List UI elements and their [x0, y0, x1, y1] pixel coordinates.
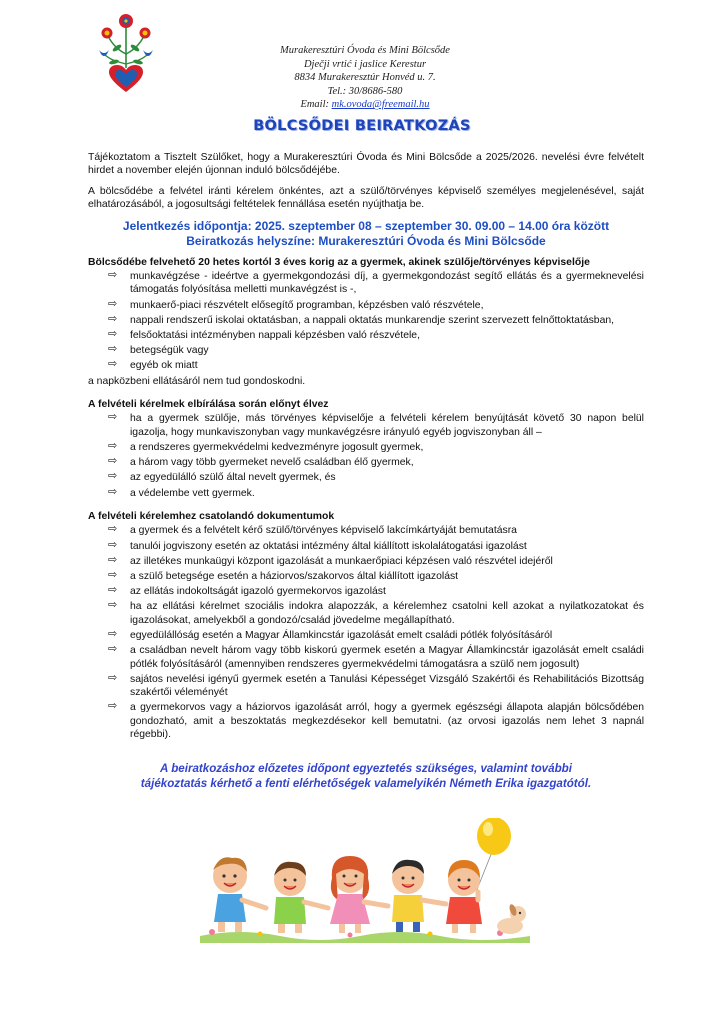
children-holding-hands-illustration [200, 818, 530, 943]
section-list [88, 524, 644, 741]
document-body [88, 151, 644, 791]
list-item-text: egyéb ok miatt [130, 360, 198, 372]
list-item [88, 329, 644, 342]
arrow-right-outline-icon: ⇨ [108, 599, 118, 612]
list-item [88, 585, 644, 598]
folk-flower-heart-logo [96, 10, 156, 94]
header-line-address: 8834 Murakeresztúr Honvéd u. 7. [294, 72, 436, 84]
list-item [88, 456, 644, 469]
section-spacer [88, 502, 644, 510]
list-item [88, 344, 644, 357]
list-item-text: a családban nevelt három vagy több kiskorú gyermek esetén a Magyar Államkincstár igazolását emelt családi pótlék folyósításáról (amennyiben rendszeres gyermekvédelmi támogatásra a szülő nem jogosult) [130, 645, 644, 670]
list-item [88, 359, 644, 372]
closing-line: A beiratkozáshoz előzetes időpont egyeztetés szükséges, valamint további [160, 762, 572, 776]
arrow-right-outline-icon: ⇨ [108, 584, 118, 597]
list-item [88, 555, 644, 568]
arrow-right-outline-icon: ⇨ [108, 358, 118, 371]
arrow-right-outline-icon: ⇨ [108, 627, 118, 640]
email-label: Email: [300, 99, 330, 111]
arrow-right-outline-icon: ⇨ [108, 411, 118, 424]
arrow-right-outline-icon: ⇨ [108, 328, 118, 341]
arrow-right-outline-icon: ⇨ [108, 643, 118, 656]
list-item [88, 471, 644, 484]
list-item [88, 540, 644, 553]
intro-paragraph: A bölcsődébe a felvétel iránti kérelem önkéntes, azt a szülő/törvényes képviselő személyes megjelenésével, saját elhatározásából, a jogosultsági feltételek fennállása esetén nyújthatja be. [88, 185, 644, 211]
document-title: BÖLCSŐDEI BEIRATKOZÁS [253, 118, 471, 134]
child-figure [330, 856, 388, 933]
list-item [88, 524, 644, 537]
list-item-text: nappali rendszerű iskolai oktatásban, a nappali oktatás munkarendje szerint szervezett felnőttoktatásban, [130, 314, 615, 326]
list-item [88, 412, 644, 439]
list-item-text: munkavégzése - ideértve a gyermekgondozási díj, a gyermekgondozást segítő ellátás és a gyermeknevelési támogatás folyósítása melletti munkavégzést is -, [130, 271, 644, 296]
list-item-text: a szülő betegsége esetén a háziorvos/szakorvos által kiállított igazolást [130, 570, 459, 582]
list-item [88, 673, 644, 700]
list-item [88, 299, 644, 312]
arrow-right-outline-icon: ⇨ [108, 455, 118, 468]
list-item-text: sajátos nevelési igényű gyermek esetén a Tanulási Képességet Vizsgáló Szakértői és Rehabilitációs Bizottság szakértői véleményét [130, 673, 644, 699]
intro-paragraph: Tájékoztatom a Tisztelt Szülőket, hogy a Murakeresztúri Óvoda és Mini Bölcsőde a 2025/2026. nevelési évre felvételt hirdet a november elején újonnan induló bölcsődéjébe. [88, 152, 644, 177]
section-spacer [88, 743, 644, 751]
list-item-text: a rendszeres gyermekvédelmi kedvezményre jogosult gyermek, [130, 442, 424, 454]
list-item-text: a védelembe vett gyermek. [130, 487, 255, 499]
arrow-right-outline-icon: ⇨ [108, 440, 118, 453]
arrow-right-outline-icon: ⇨ [108, 343, 118, 356]
arrow-right-outline-icon: ⇨ [108, 470, 118, 483]
enrollment-location: Beiratkozás helyszíne: Murakeresztúri Óvoda és Mini Bölcsőde [186, 234, 546, 249]
section-title: A felvételi kérelmek elbírálása során előnyt élvez [88, 399, 329, 411]
section-list [88, 270, 644, 373]
enrollment-date: Jelentkezés időpontja: 2025. szeptember 08 – szeptember 30. 09.00 – 14.00 óra között [122, 218, 610, 233]
header-line-phone: Tel.: 30/8686-580 [327, 85, 403, 97]
section-title: Bölcsődébe felvehető 20 hetes kortól 3 éves korig az a gyermek, akinek szülője/törvényes képviselője [88, 256, 590, 268]
list-item-text: a gyermek és a felvételt kérő szülő/törvényes képviselő lakcímkártyáját bemutatásra [130, 525, 517, 537]
closing-note [88, 761, 644, 791]
list-item [88, 270, 644, 297]
email-link[interactable]: mk.ovoda@freemail.hu [331, 99, 430, 111]
arrow-right-outline-icon: ⇨ [108, 553, 118, 566]
enrollment-info [88, 219, 644, 250]
list-item-text: felsőoktatási intézményben nappali képzésben való részvétele, [130, 330, 420, 342]
list-item-text: az egyedülálló szülő által nevelt gyermek, és [130, 472, 336, 484]
list-item [88, 487, 644, 500]
arrow-right-outline-icon: ⇨ [108, 700, 118, 713]
arrow-right-outline-icon: ⇨ [108, 538, 118, 551]
list-item [88, 314, 644, 327]
header-line-croatian: Dječji vrtić i jaslice Kerestur [303, 58, 427, 70]
section-list [88, 412, 644, 500]
header-email-line [250, 98, 480, 112]
list-item-text: ha az ellátási kérelmet szociális indokra alapozzák, a kérelemhez csatolni kell azokat a nyilatkozatokat és igazolásokat, amelyekből a gondozó/család jövedelme megállapítható. [130, 601, 644, 626]
arrow-right-outline-icon: ⇨ [108, 312, 118, 325]
section-title: A felvételi kérelemhez csatolandó dokumentumok [88, 510, 335, 522]
arrow-right-outline-icon: ⇨ [108, 485, 118, 498]
institution-header [250, 44, 480, 112]
section-after-text: a napközbeni ellátásáról nem tud gondoskodni. [88, 375, 306, 387]
list-item-text: az illetékes munkaügyi központ igazolását a munkaerőpiaci képzésen való részvétel idejéről [130, 555, 553, 567]
list-item-text: munkaerő-piaci részvételt elősegítő programban, képzésben való részvétele, [130, 299, 484, 311]
list-item-text: tanulói jogviszony esetén az oktatási intézmény által kiállított iskolalátogatási igazolást [130, 540, 527, 552]
list-item-text: a gyermekorvos vagy a háziorvos igazolását arról, hogy a gyermek egészségi állapota alapján bölcsődében gondozható, amit a beszoktatás megkezdésekor kell bemutatni. (az orvosi igazolás nem lehet 3 napnál régebbi). [130, 702, 644, 741]
list-item-text: betegségük vagy [130, 345, 209, 357]
arrow-right-outline-icon: ⇨ [108, 671, 118, 684]
list-item [88, 629, 644, 642]
arrow-right-outline-icon: ⇨ [108, 568, 118, 581]
child-figure [392, 860, 446, 932]
list-item [88, 600, 644, 627]
list-item-text: ha a gyermek szülője, más törvényes képviselője a felvételi kérelem benyújtását követő 30 napon belül igazolja, hogy munkaviszonyban vagy munkavégzésre irányuló egyéb jogviszonyban áll – [130, 413, 644, 438]
child-figure [446, 860, 482, 933]
list-item [88, 570, 644, 583]
header-line-name: Murakeresztúri Óvoda és Mini Bölcsőde [280, 45, 450, 56]
child-figure [274, 862, 328, 933]
sections-container [88, 256, 644, 752]
arrow-right-outline-icon: ⇨ [108, 297, 118, 310]
list-item [88, 701, 644, 741]
puppy-figure [497, 903, 526, 934]
list-item [88, 644, 644, 671]
arrow-right-outline-icon: ⇨ [108, 269, 118, 282]
child-figure [213, 857, 266, 932]
list-item-text: egyedülállóság esetén a Magyar Államkincstár igazolását emelt családi pótlék folyósításáról [130, 629, 553, 641]
closing-line: tájékoztatás kérhető a fenti elérhetőségek valamelyikén Németh Erika igazgatótól. [140, 777, 592, 791]
arrow-right-outline-icon: ⇨ [108, 523, 118, 536]
list-item [88, 441, 644, 454]
list-item-text: a három vagy több gyermeket nevelő családban élő gyermek, [130, 457, 414, 469]
list-item-text: az ellátás indokoltságát igazoló gyermekorvos igazolást [130, 586, 386, 598]
